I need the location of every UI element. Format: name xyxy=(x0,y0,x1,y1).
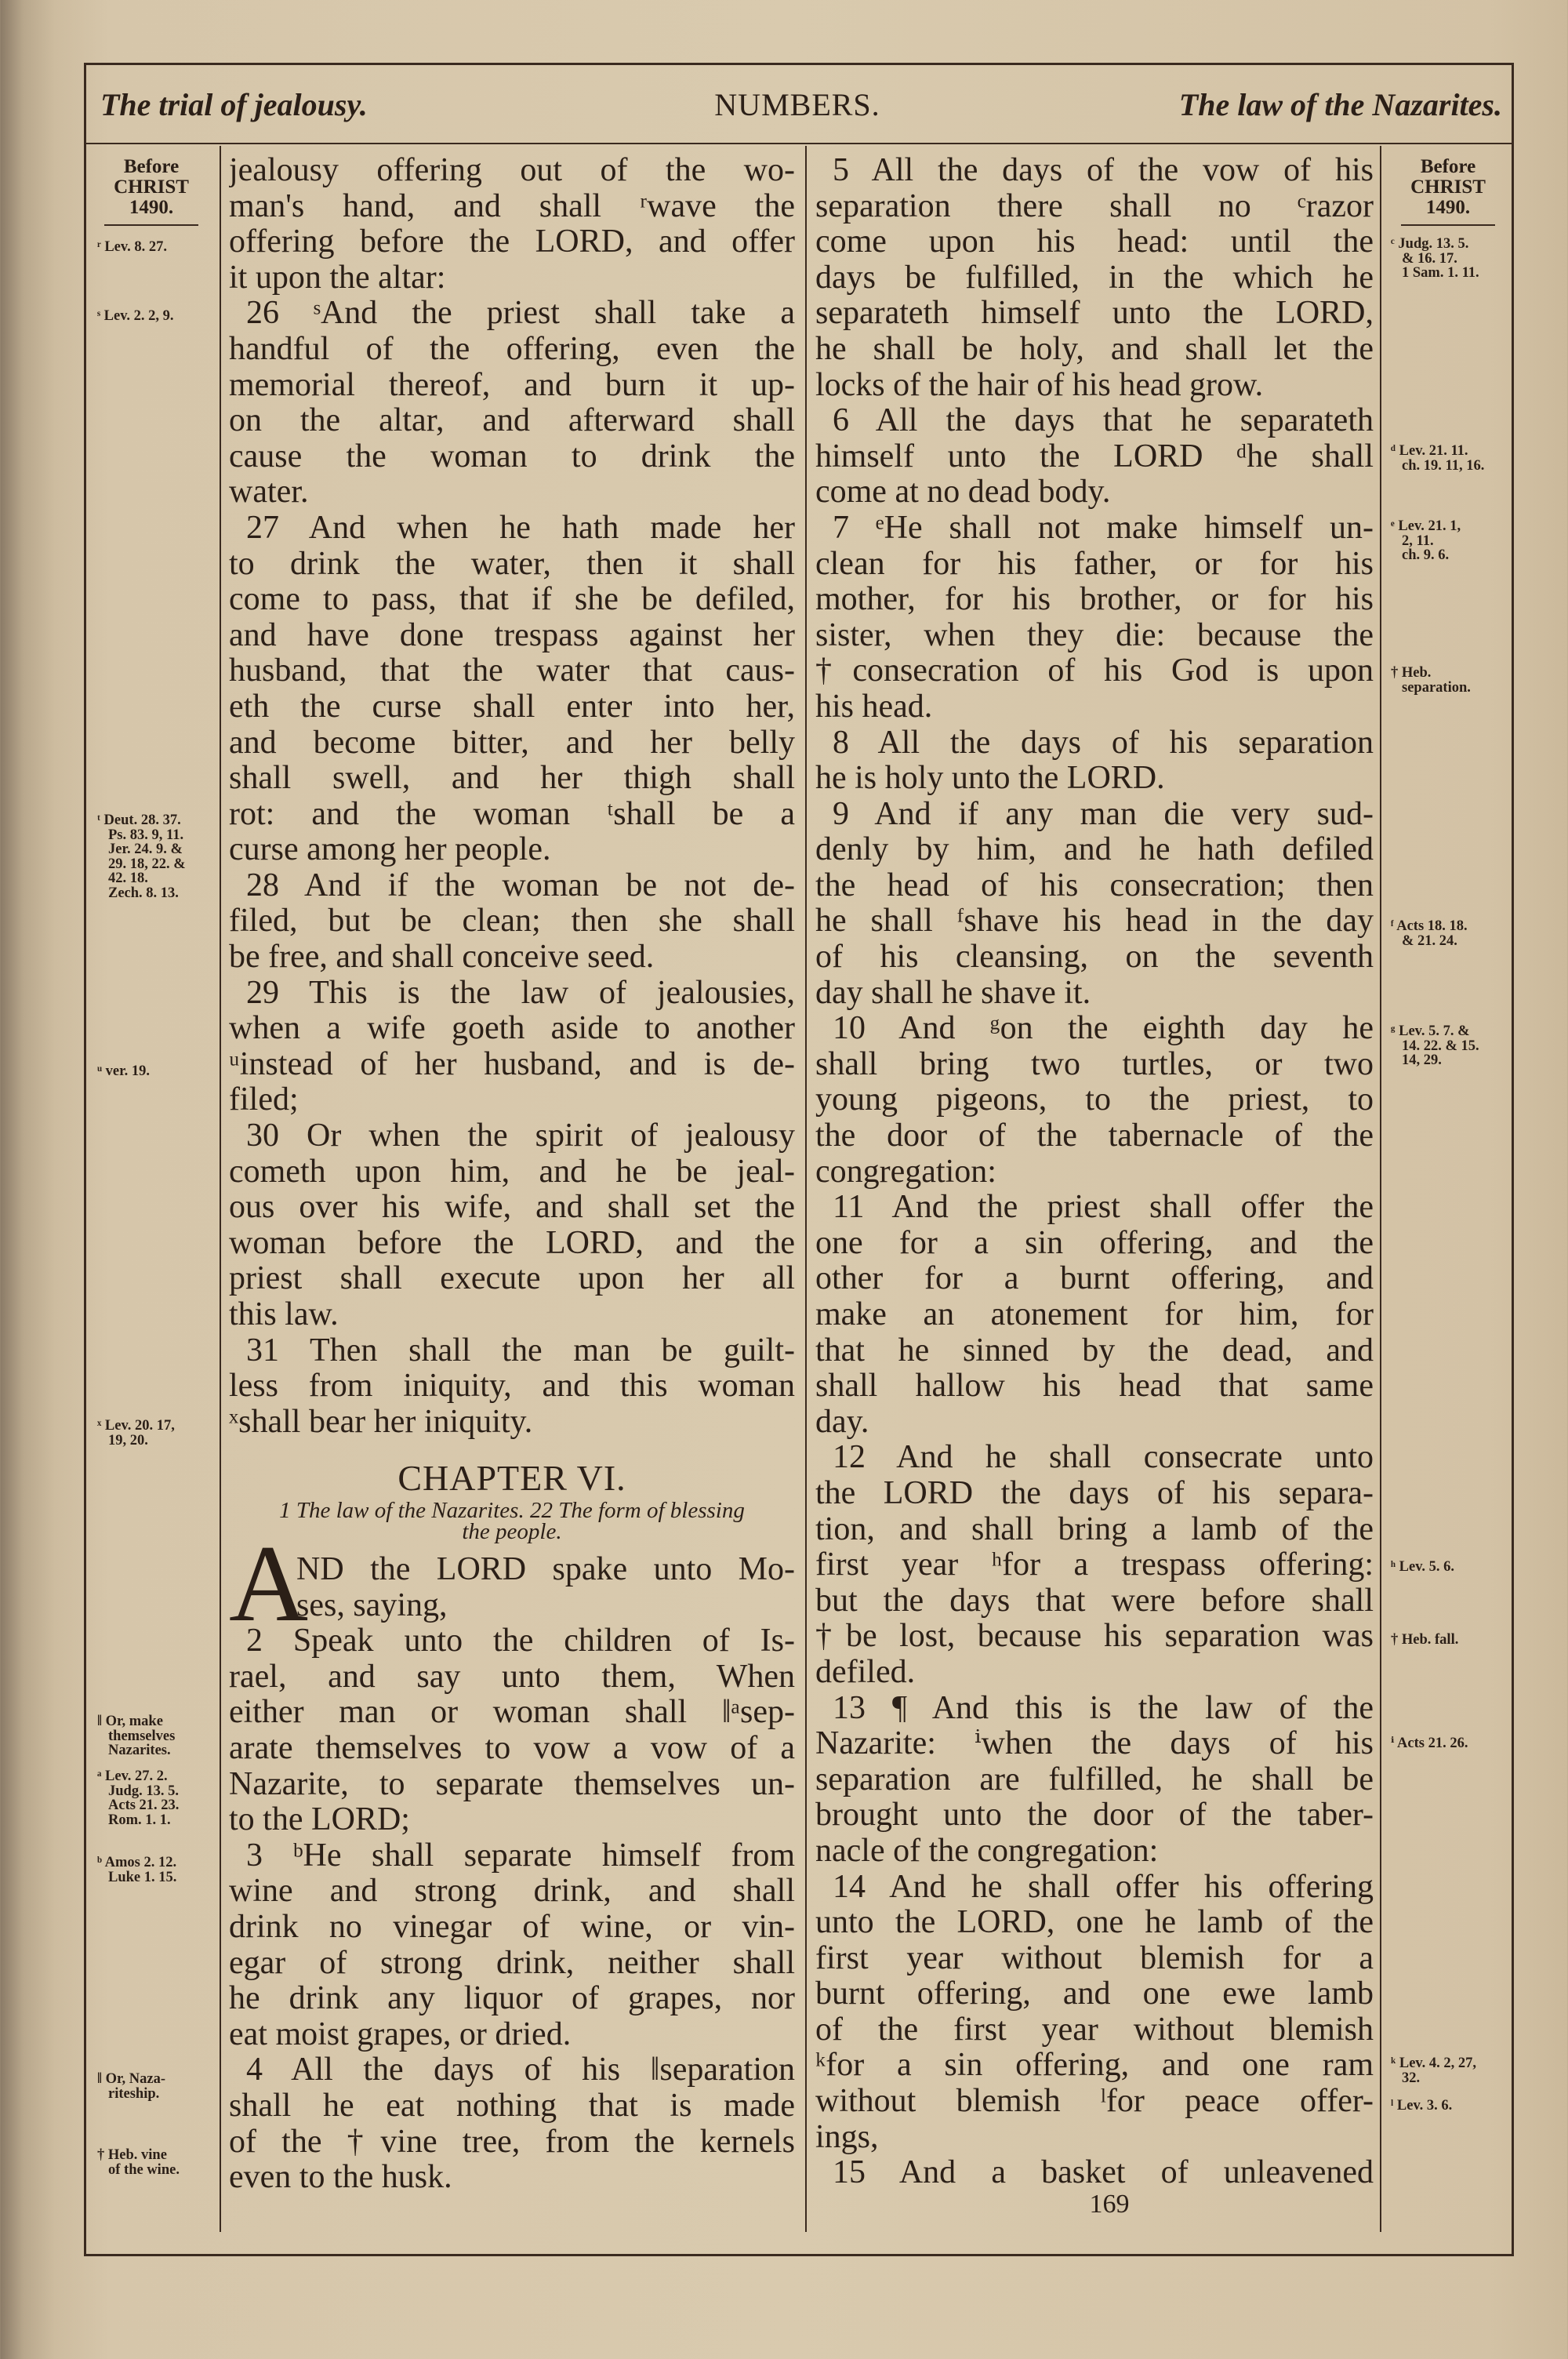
right-text-column xyxy=(815,153,1374,2191)
text-line: husband, that the water that caus- xyxy=(229,653,795,689)
cross-reference-note xyxy=(1391,1560,1520,1575)
cross-reference-note xyxy=(1391,2099,1520,2114)
text-line: young pigeons, to the priest, to xyxy=(815,1082,1374,1118)
chapter-summary-line: 1 The law of the Nazarites. 22 The form of blessing xyxy=(279,1498,745,1523)
text-line: nacle of the congregation: xyxy=(815,1833,1159,1869)
text-line: †consecration of his God is upon xyxy=(815,653,1374,689)
cross-reference-note xyxy=(1391,444,1520,473)
text-line: defiled. xyxy=(815,1654,916,1690)
note-line: ᵉ Lev. 21. 1, xyxy=(1391,518,1461,534)
text-line: on the altar, and afterward shall xyxy=(229,403,795,439)
text-line: the head of his consecration; then xyxy=(815,867,1374,903)
text-line: separation there shall no ᶜrazor xyxy=(815,188,1374,224)
text-line: burnt offering, and one ewe lamb xyxy=(815,1976,1374,2012)
cross-reference-note xyxy=(1391,919,1520,948)
text-line: sister, when they die: because the xyxy=(815,617,1374,653)
text-line: woman before the LORD, and the xyxy=(229,1225,795,1261)
text-line: 31 Then shall the man be guilt- xyxy=(246,1332,795,1369)
text-line: come to pass, that if she be defiled, xyxy=(229,582,795,618)
text-line: shall he eat nothing that is made xyxy=(229,2088,795,2124)
text-line: 7 ᵉHe shall not make himself un- xyxy=(833,510,1374,546)
text-line: ˣshall bear her iniquity. xyxy=(229,1404,533,1440)
text-line: 13 ¶ And this is the law of the xyxy=(833,1690,1374,1726)
text-line: come at no dead body. xyxy=(815,474,1111,511)
text-line: 5 All the days of the vow of his xyxy=(833,153,1374,188)
cross-reference-note xyxy=(97,240,227,255)
text-line: it upon the altar: xyxy=(229,260,446,296)
text-line: to drink the water, then it shall xyxy=(229,546,795,582)
text-line: ND the LORD spake unto Mo- xyxy=(296,1552,795,1587)
cross-reference-note xyxy=(97,2148,227,2177)
era-line: Before xyxy=(123,156,180,177)
chapter-title: CHAPTER VI. xyxy=(397,1458,626,1498)
note-line: ʰ Lev. 5. 6. xyxy=(1391,1559,1455,1575)
cross-reference-note xyxy=(1391,1736,1520,1751)
text-line: ᵘinstead of her husband, and is de- xyxy=(229,1046,795,1082)
note-line: ᵍ Lev. 5. 7. & xyxy=(1391,1023,1470,1039)
text-line: first year ʰfor a trespass offering: xyxy=(815,1547,1374,1583)
era-label-left xyxy=(93,157,210,226)
note-line: ʳ Lev. 8. 27. xyxy=(97,239,167,255)
text-line: day. xyxy=(815,1404,869,1440)
cross-reference-note xyxy=(1391,666,1520,695)
cross-reference-note xyxy=(97,813,227,900)
text-line: of the first year without blemish xyxy=(815,2012,1374,2048)
text-line: when a wife goeth aside to another xyxy=(229,1011,795,1047)
note-line: Judg. 13. 5. xyxy=(108,1783,179,1799)
era-line: CHRIST xyxy=(114,176,189,198)
note-line: 32. xyxy=(1402,2070,1421,2086)
column-divider xyxy=(805,146,807,2232)
cross-reference-note xyxy=(1391,1633,1520,1648)
header-rule xyxy=(84,143,1514,144)
cross-reference-note xyxy=(97,1064,227,1079)
note-line: Acts 21. 23. xyxy=(108,1797,180,1813)
text-line: clean for his father, or for his xyxy=(815,546,1374,582)
note-line: ˢ Lev. 2. 2, 9. xyxy=(97,308,174,324)
text-line: congregation: xyxy=(815,1154,996,1190)
text-line: 6 All the days that he separateth xyxy=(833,403,1374,439)
note-line: 29. 18, 22. & xyxy=(108,856,186,872)
note-line: ch. 9. 6. xyxy=(1402,547,1450,563)
text-line: this law. xyxy=(229,1297,339,1332)
text-line: separation are fulfilled, he shall be xyxy=(815,1761,1374,1797)
text-line: less from iniquity, and this woman xyxy=(229,1369,795,1405)
chapter-summary xyxy=(229,1500,795,1543)
note-line: Nazarites. xyxy=(108,1743,171,1758)
text-line: denly by him, and he hath defiled xyxy=(815,832,1374,868)
text-line: eat moist grapes, or dried. xyxy=(229,2016,572,2052)
text-line: ings, xyxy=(815,2119,879,2155)
cross-reference-note xyxy=(97,1714,227,1758)
note-line: ᵈ Lev. 21. 11. xyxy=(1391,443,1468,459)
text-line: he shall be holy, and shall let the xyxy=(815,331,1374,367)
text-line: his head. xyxy=(815,689,933,725)
text-line: ses, saying, xyxy=(296,1587,448,1623)
text-line: either man or woman shall ‖ᵃsep- xyxy=(229,1695,795,1731)
text-line: come upon his head: until the xyxy=(815,224,1374,260)
text-line: 4 All the days of his ‖separation xyxy=(246,2052,795,2088)
cross-reference-note xyxy=(1391,1024,1520,1068)
text-line: Nazarite: ⁱwhen the days of his xyxy=(815,1726,1374,1762)
left-margin-divider xyxy=(220,146,221,2232)
cross-reference-note xyxy=(97,1769,227,1827)
text-line: curse among her people. xyxy=(229,832,551,868)
text-line: other for a burnt offering, and xyxy=(815,1261,1374,1297)
text-line: of his cleansing, on the seventh xyxy=(815,940,1374,976)
note-line: Jer. 24. 9. & xyxy=(108,841,183,857)
text-line: eth the curse shall enter into her, xyxy=(229,689,795,725)
note-line: & 21. 24. xyxy=(1402,932,1457,949)
book-title: NUMBERS. xyxy=(714,87,880,122)
left-text-column xyxy=(229,153,795,1440)
text-line: water. xyxy=(229,474,309,511)
era-line: Before xyxy=(1420,156,1476,177)
note-line: 19, 20. xyxy=(108,1432,148,1448)
era-line: CHRIST xyxy=(1410,176,1486,198)
text-line: one for a sin offering, and the xyxy=(815,1225,1374,1261)
note-line: 14. 22. & 15. xyxy=(1402,1038,1479,1054)
note-line: Rom. 1. 1. xyxy=(108,1812,171,1828)
drop-cap: A xyxy=(229,1523,309,1645)
text-line: rael, and say unto them, When xyxy=(229,1659,795,1695)
era-line: 1490. xyxy=(1425,197,1471,218)
text-line: †be lost, because his separation was xyxy=(815,1619,1374,1655)
cross-reference-note xyxy=(97,1419,227,1448)
text-line: 14 And he shall offer his offering xyxy=(833,1869,1374,1905)
note-line: ˣ Lev. 20. 17, xyxy=(97,1418,175,1434)
note-line: Ps. 83. 9, 11. xyxy=(108,827,184,843)
note-line: ch. 19. 11, 16. xyxy=(1402,457,1485,474)
note-line: ᵃ Lev. 27. 2. xyxy=(97,1768,168,1784)
note-line: ᶜ Judg. 13. 5. xyxy=(1391,236,1469,252)
text-line: wine and strong drink, and shall xyxy=(229,1874,795,1910)
era-line: 1490. xyxy=(129,197,174,218)
text-line: offering before the LORD, and offer xyxy=(229,224,795,260)
text-line: he drink any liquor of grapes, nor xyxy=(229,1981,795,2017)
text-line: and become bitter, and her belly xyxy=(229,725,795,761)
text-line: 11 And the priest shall offer the xyxy=(833,1190,1374,1226)
text-line: and have done trespass against her xyxy=(229,617,795,653)
text-line: arate themselves to vow a vow of a xyxy=(229,1730,795,1766)
note-line: themselves xyxy=(108,1728,176,1744)
note-line: ‖ Or, Naza- xyxy=(97,2071,166,2087)
note-line: ᶠ Acts 18. 18. xyxy=(1391,918,1468,934)
note-line: 2, 11. xyxy=(1402,533,1434,549)
cross-reference-note xyxy=(97,1856,227,1885)
note-line: of the wine. xyxy=(108,2161,180,2178)
text-line: 8 All the days of his separation xyxy=(833,725,1374,761)
text-line: tion, and shall bring a lamb of the xyxy=(815,1511,1374,1547)
note-line: riteship. xyxy=(108,2085,160,2102)
text-line: egar of strong drink, neither shall xyxy=(229,1945,795,1981)
cross-reference-note xyxy=(97,2072,227,2101)
text-line: filed, but be clean; then she shall xyxy=(229,903,795,940)
text-line: shall bring two turtles, or two xyxy=(815,1046,1374,1082)
text-line: 12 And he shall consecrate unto xyxy=(833,1440,1374,1476)
text-line: days be fulfilled, in the which he xyxy=(815,260,1374,296)
note-line: Zech. 8. 13. xyxy=(108,885,179,901)
text-line: unto the LORD, one he lamb of the xyxy=(815,1905,1374,1941)
note-line: ᵏ Lev. 4. 2, 27, xyxy=(1391,2055,1477,2071)
text-line: but the days that were before shall xyxy=(815,1583,1374,1619)
note-line: Luke 1. 15. xyxy=(108,1869,177,1885)
era-rule xyxy=(1401,224,1495,226)
cross-reference-note xyxy=(97,309,227,324)
running-head-left: The trial of jealousy. xyxy=(100,87,368,122)
note-line: ‖ Or, make xyxy=(97,1714,163,1729)
note-line: & 16. 17. xyxy=(1402,250,1457,267)
text-line: 9 And if any man die very sud- xyxy=(833,796,1374,832)
text-line: 2 Speak unto the children of Is- xyxy=(246,1623,795,1659)
text-line: jealousy offering out of the wo- xyxy=(229,153,795,188)
text-line: ᵏfor a sin offering, and one ram xyxy=(815,2048,1374,2084)
text-line: man's hand, and shall ʳwave the xyxy=(229,188,795,224)
text-line: priest shall execute upon her all xyxy=(229,1261,795,1297)
text-line: shall hallow his head that same xyxy=(815,1369,1374,1405)
note-line: ᵇ Amos 2. 12. xyxy=(97,1855,177,1870)
text-line: 10 And ᵍon the eighth day he xyxy=(833,1011,1374,1047)
text-line: shall swell, and her thigh shall xyxy=(229,761,795,797)
note-line: 14, 29. xyxy=(1402,1052,1442,1068)
text-line: cause the woman to drink the xyxy=(229,438,795,474)
right-margin-divider xyxy=(1380,146,1381,2232)
text-line: handful of the offering, even the xyxy=(229,331,795,367)
text-line: of the †vine tree, from the kernels xyxy=(229,2124,795,2160)
text-line: he is holy unto the LORD. xyxy=(815,761,1165,797)
note-line: † Heb. xyxy=(1391,665,1432,681)
text-line: cometh upon him, and he be jeal- xyxy=(229,1154,795,1190)
text-line: 28 And if the woman be not de- xyxy=(246,867,795,903)
text-line: 3 ᵇHe shall separate himself from xyxy=(246,1837,795,1874)
text-line: to the LORD; xyxy=(229,1802,410,1838)
text-line: drink no vinegar of wine, or vin- xyxy=(229,1909,795,1945)
text-line: make an atonement for him, for xyxy=(815,1297,1374,1332)
page-number: 169 xyxy=(1089,2190,1130,2219)
text-line: rot: and the woman ᵗshall be a xyxy=(229,796,795,832)
note-line: 1 Sam. 1. 11. xyxy=(1402,265,1479,281)
note-line: 42. 18. xyxy=(108,871,148,886)
era-rule xyxy=(104,224,198,226)
text-line: locks of the hair of his head grow. xyxy=(815,367,1264,403)
text-line: first year without blemish for a xyxy=(815,1940,1374,1976)
text-line: mother, for his brother, or for his xyxy=(815,582,1374,618)
text-line: 15 And a basket of unleavened xyxy=(833,2155,1374,2191)
text-line: he shall ᶠshave his head in the day xyxy=(815,903,1374,940)
text-line: himself unto the LORD ᵈhe shall xyxy=(815,438,1374,474)
left-text-column-chapter xyxy=(229,1552,795,2196)
text-line: 27 And when he hath made her xyxy=(246,510,795,546)
cross-reference-note xyxy=(1391,519,1520,563)
text-line: memorial thereof, and burn it up- xyxy=(229,367,795,403)
cross-reference-note xyxy=(1391,237,1520,281)
text-line: the door of the tabernacle of the xyxy=(815,1118,1374,1154)
text-line: 29 This is the law of jealousies, xyxy=(246,975,795,1011)
text-line: that he sinned by the dead, and xyxy=(815,1332,1374,1369)
note-line: † Heb. vine xyxy=(97,2147,167,2163)
chapter-summary-line: the people. xyxy=(462,1519,562,1544)
note-line: ⁱ Acts 21. 26. xyxy=(1391,1736,1468,1751)
text-line: ous over his wife, and shall set the xyxy=(229,1190,795,1226)
text-line: separateth himself unto the LORD, xyxy=(815,296,1374,332)
running-head-right: The law of the Nazarites. xyxy=(1178,87,1502,122)
text-line: brought unto the door of the taber- xyxy=(815,1797,1374,1834)
note-line: separation. xyxy=(1402,679,1471,696)
text-line: the LORD the days of his separa- xyxy=(815,1475,1374,1511)
text-line: 30 Or when the spirit of jealousy xyxy=(246,1118,795,1154)
text-line: without blemish ˡfor peace offer- xyxy=(815,2084,1374,2120)
note-line: † Heb. fall. xyxy=(1391,1632,1459,1648)
text-line: day shall he shave it. xyxy=(815,975,1091,1011)
era-label-right xyxy=(1389,157,1507,226)
cross-reference-note xyxy=(1391,2056,1520,2085)
text-line: 26 ˢAnd the priest shall take a xyxy=(246,296,795,332)
text-line: filed; xyxy=(229,1082,299,1118)
note-line: ᵘ ver. 19. xyxy=(97,1063,150,1079)
note-line: ˡ Lev. 3. 6. xyxy=(1391,2098,1453,2114)
text-line: be free, and shall conceive seed. xyxy=(229,940,655,976)
note-line: ᵗ Deut. 28. 37. xyxy=(97,812,181,828)
text-line: Nazarite, to separate themselves un- xyxy=(229,1766,795,1802)
text-line: even to the husk. xyxy=(229,2160,452,2196)
